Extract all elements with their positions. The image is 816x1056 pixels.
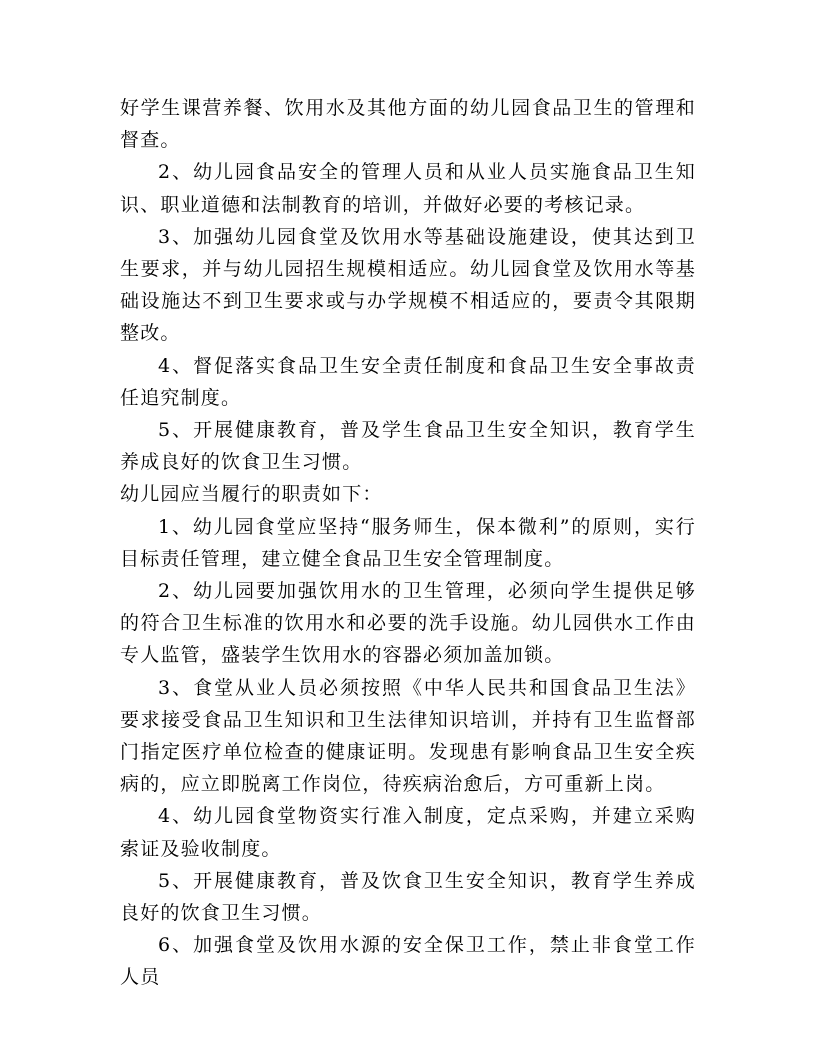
paragraph-12: 6、加强食堂及饮用水源的安全保卫工作，禁止非食堂工作人员 (120, 934, 696, 989)
paragraph-5: 5、开展健康教育，普及学生食品卫生安全知识，教育学生养成良好的饮食卫生习惯。 (120, 419, 696, 474)
paragraph-1: 好学生课营养餐、饮用水及其他方面的幼儿园食品卫生的管理和督查。 (120, 97, 696, 152)
paragraph-9: 3、食堂从业人员必须按照《中华人民共和国食品卫生法》要求接受食品卫生知识和卫生法律知识培训，并持有卫生监督部门指定医疗单位检查的健康证明。发现患有影响食品卫生安全疾病的，应立即脱离工作岗位，待疾病治愈后，方可重新上岗。 (120, 676, 696, 796)
paragraph-3: 3、加强幼儿园食堂及饮用水等基础设施建设，使其达到卫生要求，并与幼儿园招生规模相适应。幼儿园食堂及饮用水等基础设施达不到卫生要求或与办学规模不相适应的，要责令其限期整改。 (120, 225, 696, 345)
paragraph-8: 2、幼儿园要加强饮用水的卫生管理，必须向学生提供足够的符合卫生标准的饮用水和必要的洗手设施。幼儿园供水工作由专人监管，盛装学生饮用水的容器必须加盖加锁。 (120, 580, 696, 667)
paragraph-4: 4、督促落实食品卫生安全责任制度和食品卫生安全事故责任追究制度。 (120, 354, 696, 409)
paragraph-11: 5、开展健康教育，普及饮食卫生安全知识，教育学生养成良好的饮食卫生习惯。 (120, 869, 696, 925)
paragraph-10: 4、幼儿园食堂物资实行准入制度，定点采购，并建立采购索证及验收制度。 (120, 805, 696, 860)
document-page (120, 92, 696, 994)
paragraph-7: 1、幼儿园食堂应坚持“服务师生，保本微利”的原则，实行目标责任管理，建立健全食品卫生安全管理制度。 (120, 515, 696, 570)
paragraph-2: 2、幼儿园食品安全的管理人员和从业人员实施食品卫生知识、职业道德和法制教育的培训，并做好必要的考核记录。 (120, 161, 696, 216)
section-heading: 幼儿园应当履行的职责如下： (120, 483, 383, 506)
